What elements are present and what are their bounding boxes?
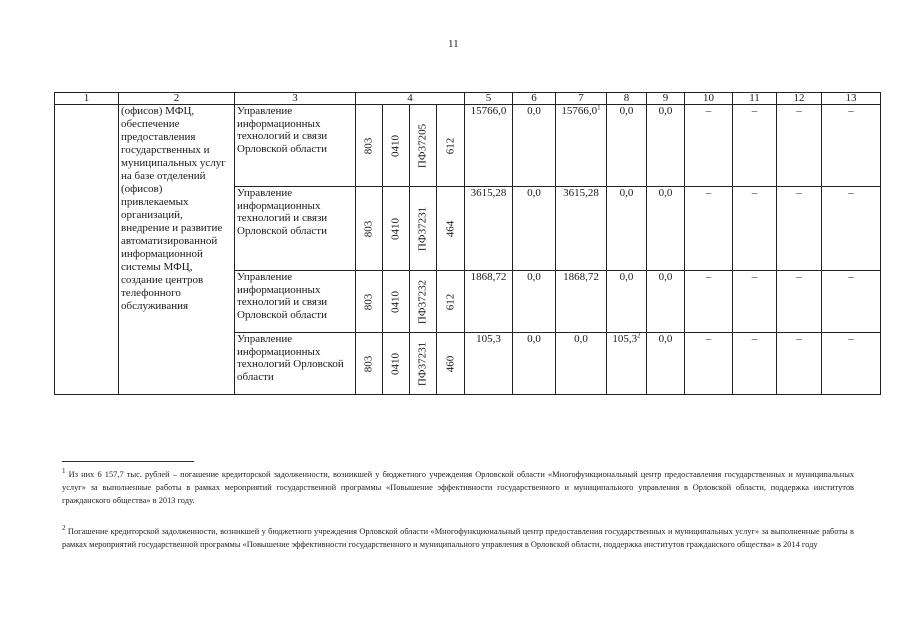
col11-value: – (733, 187, 777, 271)
header-cell: 1 (55, 93, 119, 105)
header-cell: 13 (822, 93, 881, 105)
csr-code: ПФ37232 (410, 271, 437, 333)
header-cell: 2 (119, 93, 235, 105)
col12-value: – (777, 105, 822, 187)
measure-description: (офисов) МФЦ, обеспечение предоставления государственных и муниципальных услуг на базе отделений (офисов) привлекаемых организаций, внедрение и развитие автоматизированной информационной системы МФЦ, создание центров телефонного обслуживания (119, 105, 235, 395)
header-cell: 11 (733, 93, 777, 105)
col11-value: – (733, 105, 777, 187)
header-cell: 3 (235, 93, 356, 105)
col8-value: 105,3$^2$ (607, 333, 647, 395)
col8-value: 0,0 (607, 187, 647, 271)
col9-value: 0,0 (647, 271, 685, 333)
rzpr-code: 0410 (383, 333, 410, 395)
col13-value: – (822, 333, 881, 395)
col9-value: 0,0 (647, 187, 685, 271)
col5-value: 105,3 (465, 333, 513, 395)
col5-value: 3615,28 (465, 187, 513, 271)
rzpr-code: 0410 (383, 187, 410, 271)
footnote-text: Погашение кредиторской задолженности, возникшей у бюджетного учреждения Орловской области «Многофункциональный центр предоставления государственных и муниципальных услуг» за выполненные работы в рамках мероприятий государственной программы «Повышение эффективности государственного и муниципального управления в Орловской области, поддержка институтов гражданского общества» в 2014 году (62, 527, 855, 549)
budget-table (54, 92, 881, 395)
col6-value: 0,0 (513, 187, 556, 271)
footnote-mark: 2 (62, 524, 66, 533)
department-cell: Управление информационных технологий и связи Орловской области (235, 105, 356, 187)
col12-value: – (777, 271, 822, 333)
csr-code: ПФ37231 (410, 333, 437, 395)
col5-value: 15766,0 (465, 105, 513, 187)
grbs-code: 803 (356, 333, 383, 395)
department-cell: Управление информационных технологий и связи Орловской области (235, 271, 356, 333)
col9-value: 0,0 (647, 333, 685, 395)
col6-value: 0,0 (513, 333, 556, 395)
rzpr-code: 0410 (383, 105, 410, 187)
page-number: 11 (448, 38, 459, 50)
header-cell: 5 (465, 93, 513, 105)
vr-code: 612 (437, 105, 465, 187)
col10-value: – (685, 271, 733, 333)
col13-value: – (822, 187, 881, 271)
department-cell: Управление информационных технологий и связи Орловской области (235, 187, 356, 271)
header-cell: 8 (607, 93, 647, 105)
department-cell: Управление информационных технологий Орловской области (235, 333, 356, 395)
footnote-separator (62, 461, 194, 462)
col8-value: 0,0 (607, 271, 647, 333)
col6-value: 0,0 (513, 271, 556, 333)
col5-value: 1868,72 (465, 271, 513, 333)
col7-value: 1868,72 (556, 271, 607, 333)
header-cell: 9 (647, 93, 685, 105)
col11-value: – (733, 333, 777, 395)
csr-code: ПФ37205 (410, 105, 437, 187)
col6-value: 0,0 (513, 105, 556, 187)
col1-empty (55, 105, 119, 395)
csr-code: ПФ37231 (410, 187, 437, 271)
header-row (55, 93, 881, 105)
footnote-1 (62, 468, 854, 507)
col10-value: – (685, 333, 733, 395)
grbs-code: 803 (356, 187, 383, 271)
header-cell: 6 (513, 93, 556, 105)
footnote-2 (62, 525, 854, 551)
col13-value: – (822, 105, 881, 187)
col12-value: – (777, 187, 822, 271)
header-cell: 4 (356, 93, 465, 105)
footnote-ref: 2 (637, 332, 641, 340)
col12-value: – (777, 333, 822, 395)
grbs-code: 803 (356, 271, 383, 333)
header-cell: 10 (685, 93, 733, 105)
footnote-text: Из них 6 157,7 тыс. рублей – погашение кредиторской задолженности, возникшей у бюджетного учреждения Орловской области «Многофункциональный центр предоставления государственных и муниципальных услуг» за выполненные работы в рамках мероприятий государственной программы «Повышение эффективности государственного и муниципального управления в Орловской области, поддержка институтов гражданского общества» в 2013 году. (62, 470, 855, 505)
footnote-mark: 1 (62, 467, 66, 476)
footnote-ref: 1 (597, 104, 601, 112)
col11-value: – (733, 271, 777, 333)
col10-value: – (685, 187, 733, 271)
col10-value: – (685, 105, 733, 187)
vr-code: 464 (437, 187, 465, 271)
col13-value: – (822, 271, 881, 333)
vr-code: 460 (437, 333, 465, 395)
col8-value: 0,0 (607, 105, 647, 187)
rzpr-code: 0410 (383, 271, 410, 333)
col9-value: 0,0 (647, 105, 685, 187)
header-cell: 12 (777, 93, 822, 105)
col7-value: 0,0 (556, 333, 607, 395)
col7-value: 15766,0$^1$ (556, 105, 607, 187)
grbs-code: 803 (356, 105, 383, 187)
table-row (55, 105, 881, 187)
col7-value: 3615,28 (556, 187, 607, 271)
vr-code: 612 (437, 271, 465, 333)
header-cell: 7 (556, 93, 607, 105)
